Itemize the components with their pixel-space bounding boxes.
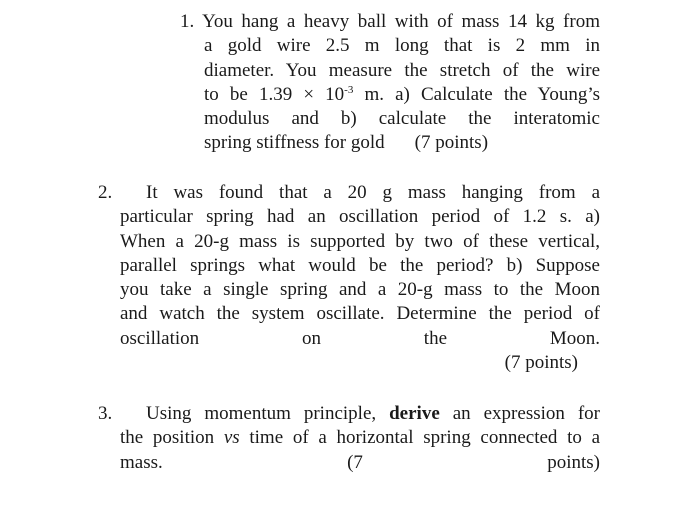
emphasis-vs: vs [223, 427, 240, 449]
problem-1-first-line [180, 10, 600, 34]
problem-text-line: oscillation on the Moon. [120, 327, 600, 349]
points-label: (7 points) [347, 451, 601, 473]
problem-text-line: particular spring had an oscillation period of 1.2 s. a) [120, 206, 600, 228]
problem-2-body [120, 181, 600, 375]
problem-text-line: diameter. You measure the stretch of the wire [204, 59, 600, 81]
problem-text-line: Using momentum principle, derive an expression for [146, 403, 600, 424]
problem-text-line: the position vs time of a horizontal spring connected to a [120, 427, 601, 449]
problem-text-line: a gold wire 2.5 m long that is 2 mm in [204, 35, 600, 57]
problem-text-line: and watch the system oscillate. Determine the period of [120, 303, 600, 325]
problem-number: 2. [98, 182, 113, 203]
problem-text-line: It was found that a 20 g mass hanging from a [146, 182, 600, 203]
points-label: (7 points) [414, 132, 489, 154]
problem-text-line: When a 20-g mass is supported by two of these vertical, [120, 230, 600, 252]
exponent: -3 [344, 83, 354, 96]
problem-text-line: modulus and b) calculate the interatomic [204, 108, 600, 130]
problem-text-line: spring stiffness for gold (7 points) [204, 132, 489, 154]
problem-3-body [120, 402, 600, 475]
problem-1-body [204, 34, 600, 155]
problem-text-line: parallel springs what would be the period? b) Suppose [120, 254, 600, 276]
points-label: (7 points) [504, 352, 578, 374]
problem-text-line: mass. (7 points) [120, 451, 601, 473]
problem-number: 3. [98, 403, 113, 424]
emphasis-derive: derive [389, 403, 440, 424]
problem-number: 1. [180, 11, 195, 32]
problem-text-line: to be $1.39 \times 10^{-3}$ m. a) Calculate the Young’s [204, 83, 600, 105]
problem-text-line: you take a single spring and a 20-g mass to the Moon [120, 279, 600, 301]
problem-text-line: You hang a heavy ball with of mass 14 kg from [202, 11, 600, 32]
